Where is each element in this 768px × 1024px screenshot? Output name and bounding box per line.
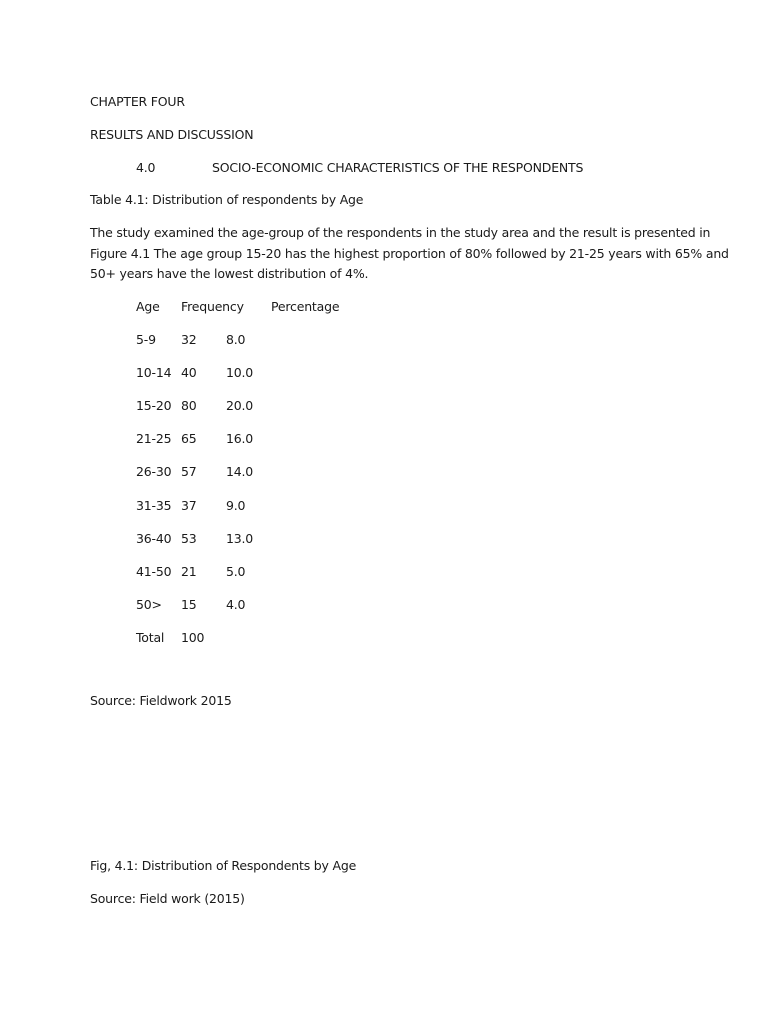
cell-frequency: 80 (181, 398, 197, 414)
body-paragraph (90, 223, 729, 285)
cell-frequency: 40 (181, 365, 197, 381)
cell-age: 21-25 (136, 431, 172, 447)
cell-frequency: 57 (181, 464, 197, 480)
cell-age: 5-9 (136, 332, 156, 348)
paragraph-line: 50+ years have the lowest distribution of 4%. (90, 266, 369, 281)
cell-percentage: 5.0 (226, 563, 246, 579)
cell-age: 36-40 (136, 530, 172, 546)
header-age: Age (136, 299, 160, 314)
subsection-heading: SOCIO-ECONOMIC CHARACTERISTICS OF THE RESPONDENTS (212, 160, 584, 175)
cell-age: 15-20 (136, 398, 172, 414)
header-percentage: Percentage (271, 299, 340, 314)
figure-caption: Fig, 4.1: Distribution of Respondents by Age (90, 858, 357, 873)
cell-frequency: 53 (181, 530, 197, 546)
cell-frequency: 65 (181, 431, 197, 447)
cell-percentage: 16.0 (226, 431, 254, 447)
cell-percentage: 4.0 (226, 596, 246, 612)
cell-percentage: 10.0 (226, 365, 254, 381)
cell-age: 41-50 (136, 563, 172, 579)
subsection-number: 4.0 (136, 160, 156, 175)
cell-age: 10-14 (136, 365, 172, 381)
header-frequency: Frequency (181, 299, 244, 314)
section-title: RESULTS AND DISCUSSION (90, 127, 254, 142)
paragraph-line: Figure 4.1 The age group 15-20 has the highest proportion of 80% followed by 21-25 years with 65% and (90, 245, 729, 261)
table-source: Source: Fieldwork 2015 (90, 693, 232, 708)
cell-age: 31-35 (136, 497, 172, 513)
cell-percentage: 13.0 (226, 530, 254, 546)
table-caption: Table 4.1: Distribution of respondents by Age (90, 192, 364, 207)
cell-percentage: 9.0 (226, 497, 246, 513)
cell-age: 50> (136, 596, 162, 612)
paragraph-line: The study examined the age-group of the respondents in the study area and the result is presented in (90, 225, 711, 240)
cell-frequency: 15 (181, 596, 197, 612)
cell-frequency: 32 (181, 332, 197, 348)
cell-total-frequency: 100 (181, 629, 205, 645)
cell-percentage: 14.0 (226, 464, 254, 480)
cell-age: 26-30 (136, 464, 172, 480)
cell-frequency: 37 (181, 497, 197, 513)
cell-percentage: 8.0 (226, 332, 246, 348)
cell-percentage: 20.0 (226, 398, 254, 414)
figure-source: Source: Field work (2015) (90, 891, 245, 906)
chapter-title: CHAPTER FOUR (90, 94, 185, 109)
cell-frequency: 21 (181, 563, 197, 579)
cell-total-label: Total (136, 629, 165, 645)
